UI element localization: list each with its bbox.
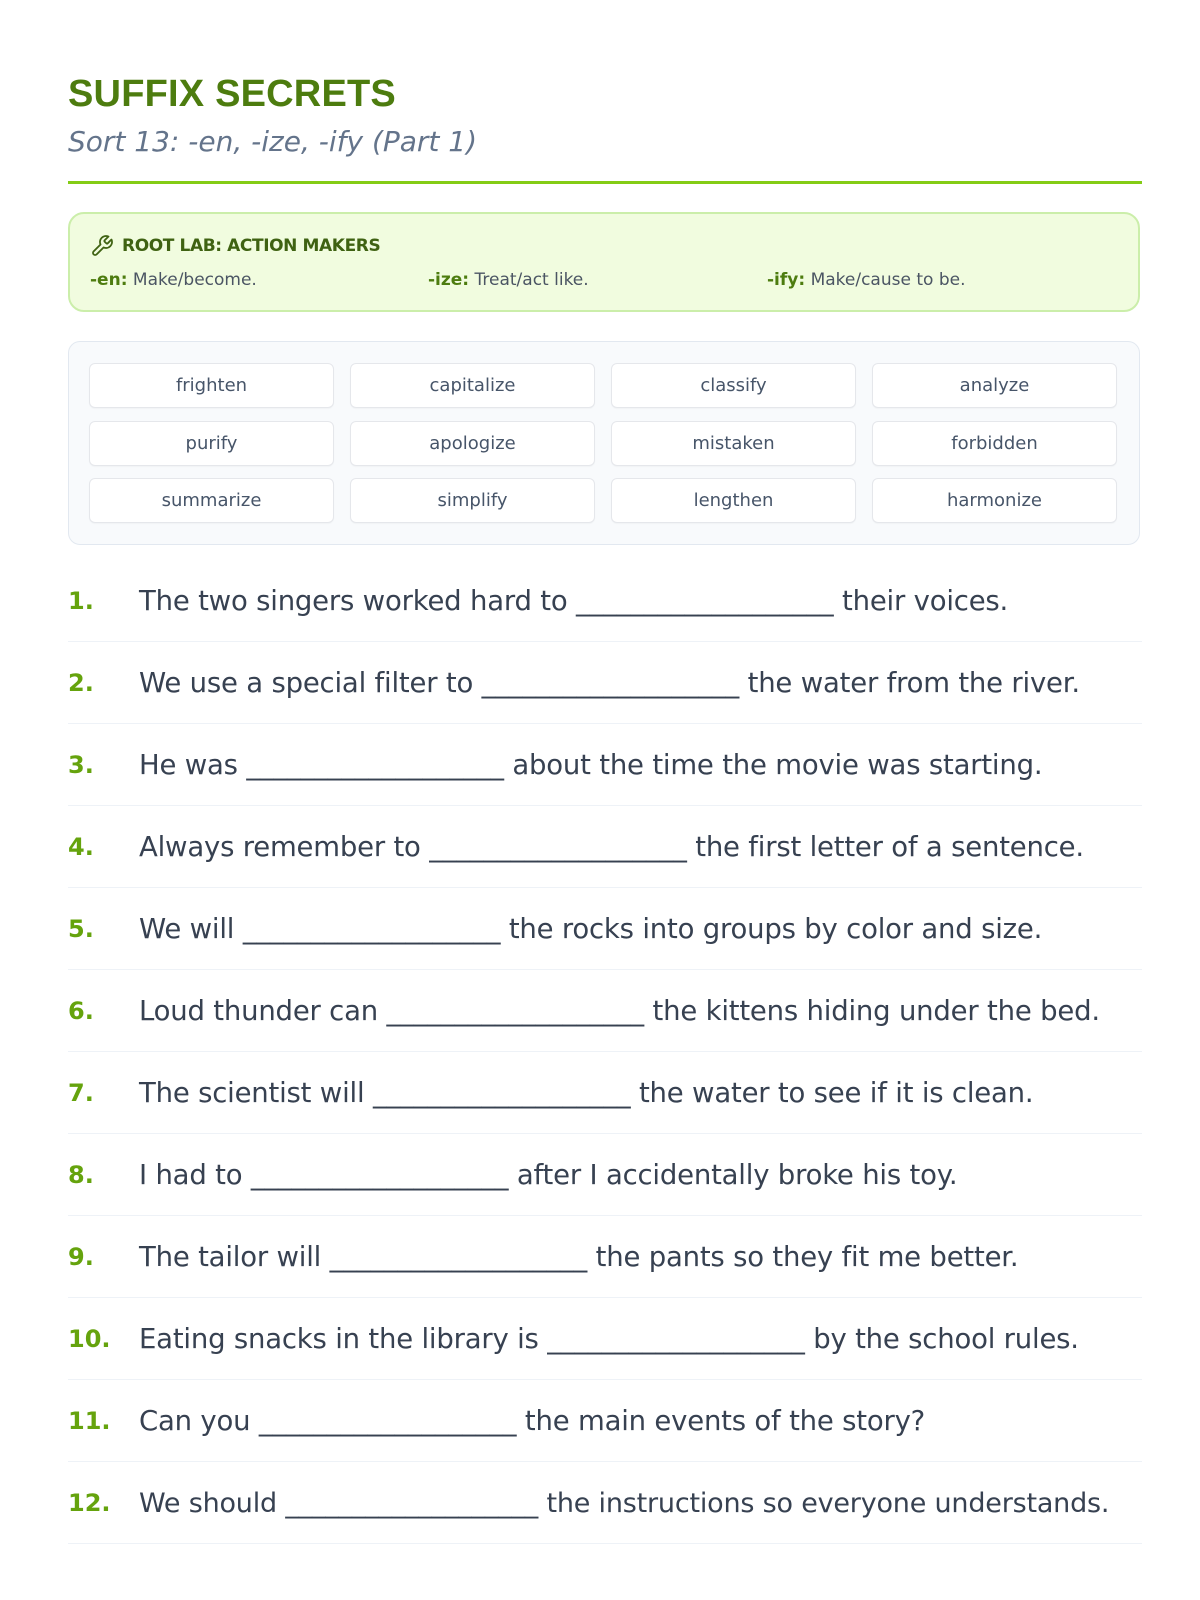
question-after: their voices. [842,585,1009,617]
word-chip: lengthen [611,478,856,523]
word-chip: analyze [872,363,1117,408]
question-number: 10. [68,1325,111,1353]
definition-suffix: -ify: [767,270,806,290]
question-before: The scientist will [139,1077,365,1109]
definition-en [90,268,257,292]
answer-blank[interactable]: ___________________ [372,1077,631,1109]
question-row [68,642,1142,724]
word-chip: apologize [350,421,595,466]
answer-blank[interactable]: ___________________ [242,913,501,945]
question-after: the kittens hiding under the bed. [652,995,1100,1027]
question-before: Eating snacks in the library is [139,1323,539,1355]
question-text [139,1462,1109,1544]
definition-meaning: Treat/act like. [474,270,589,290]
answer-blank[interactable]: ___________________ [386,995,644,1027]
question-after: after I accidentally broke his toy. [516,1159,958,1191]
header-divider [68,181,1142,184]
question-before: The tailor will [139,1241,322,1273]
word-chip: frighten [89,363,334,408]
word-chip: capitalize [350,363,595,408]
question-after: the pants so they fit me better. [595,1241,1019,1273]
definition-ize [428,268,589,292]
root-lab-box [68,212,1140,312]
definition-suffix: -en: [90,270,128,290]
question-row [68,888,1142,970]
question-number: 7. [68,1079,94,1107]
question-number: 2. [68,669,94,697]
answer-blank[interactable]: ___________________ [547,1323,805,1355]
word-chip: mistaken [611,421,856,466]
word-chip: simplify [350,478,595,523]
word-chip: summarize [89,478,334,523]
question-after: the instructions so everyone understands. [546,1487,1110,1519]
wrench-icon [90,234,114,258]
root-lab-heading [90,234,380,258]
question-after: the first letter of a sentence. [695,831,1084,863]
question-number: 4. [68,833,94,861]
question-number: 5. [68,915,94,943]
question-after: by the school rules. [813,1323,1079,1355]
question-before: We will [139,913,235,945]
word-chip: forbidden [872,421,1117,466]
question-after: the water to see if it is clean. [638,1077,1034,1109]
page-subtitle: Sort 13: -en, -ize, -ify (Part 1) [68,125,478,158]
answer-blank[interactable]: ___________________ [246,749,504,781]
question-row [68,806,1142,888]
question-row [68,1052,1142,1134]
question-text [139,1380,925,1462]
word-chip: purify [89,421,334,466]
question-before: I had to [139,1159,243,1191]
question-text [139,806,1084,888]
question-text [139,1134,957,1216]
page-title: SUFFIX SECRETS [68,73,396,115]
question-number: 9. [68,1243,94,1271]
answer-blank[interactable]: ___________________ [429,831,687,863]
question-text [139,970,1100,1052]
word-bank [68,341,1140,545]
question-after: the main events of the story? [524,1405,926,1437]
question-before: Can you [139,1405,251,1437]
question-row [68,560,1142,642]
question-before: Always remember to [139,831,421,863]
definition-meaning: Make/cause to be. [810,270,966,290]
word-chip: classify [611,363,856,408]
root-lab-title: ROOT LAB: ACTION MAKERS [122,236,381,256]
question-number: 12. [68,1489,111,1517]
question-number: 6. [68,997,94,1025]
question-row [68,1462,1142,1544]
question-text [139,1216,1018,1298]
question-after: the water from the river. [747,667,1080,699]
answer-blank[interactable]: ___________________ [576,585,834,617]
question-after: the rocks into groups by color and size. [508,913,1043,945]
definition-suffix: -ize: [428,270,470,290]
question-text [139,724,1042,806]
definition-ify [767,268,965,292]
answer-blank[interactable]: ___________________ [329,1241,588,1273]
question-text [139,1052,1033,1134]
question-text [139,888,1042,970]
question-row [68,1380,1142,1462]
question-text [139,560,1008,642]
question-row [68,724,1142,806]
question-number: 11. [68,1407,111,1435]
question-row [68,970,1142,1052]
answer-blank[interactable]: ___________________ [258,1405,517,1437]
word-chip: harmonize [872,478,1117,523]
question-row [68,1298,1142,1380]
question-before: The two singers worked hard to [139,585,568,617]
question-before: Loud thunder can [139,995,378,1027]
question-row [68,1134,1142,1216]
question-text [139,642,1080,724]
question-after: about the time the movie was starting. [512,749,1043,781]
question-number: 8. [68,1161,94,1189]
answer-blank[interactable]: ___________________ [481,667,740,699]
question-before: We should [139,1487,277,1519]
answer-blank[interactable]: ___________________ [250,1159,509,1191]
question-number: 3. [68,751,94,779]
answer-blank[interactable]: ___________________ [285,1487,539,1519]
definition-meaning: Make/become. [132,270,257,290]
question-before: We use a special filter to [139,667,474,699]
question-before: He was [139,749,238,781]
question-text [139,1298,1079,1380]
question-row [68,1216,1142,1298]
question-number: 1. [68,587,94,615]
